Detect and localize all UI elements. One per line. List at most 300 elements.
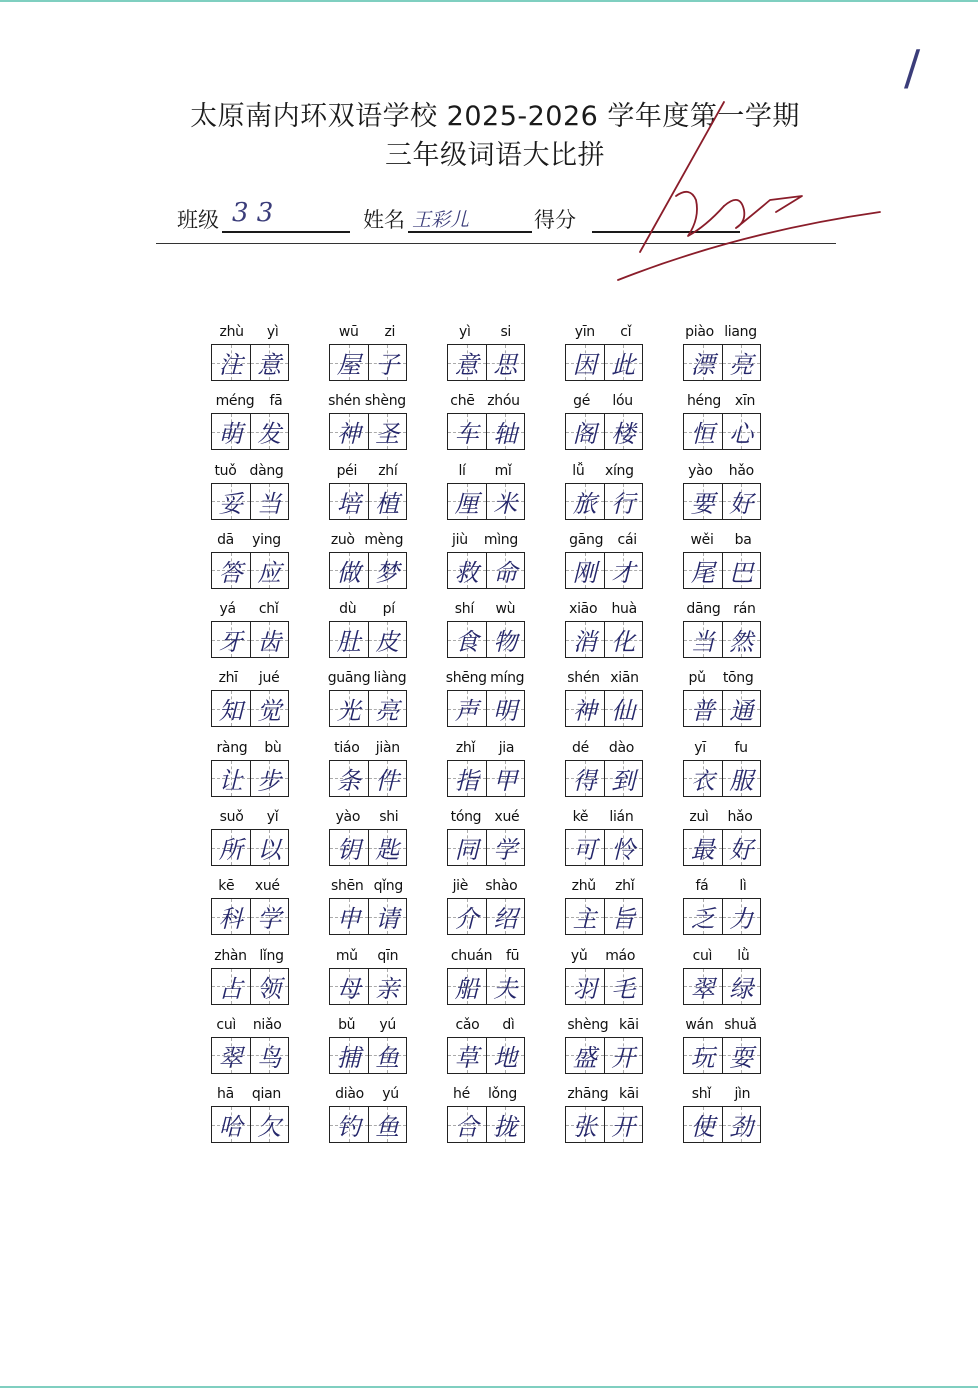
pinyin-row (208, 601, 290, 619)
tianzige-cell (722, 414, 761, 449)
pinyin-syllable: mǐ (494, 462, 512, 479)
word-item (680, 461, 798, 530)
pinyin-syllable: zi (384, 324, 396, 340)
pinyin-syllable: méng (215, 393, 255, 410)
word-item (326, 946, 444, 1015)
tianzige-box (211, 690, 289, 727)
tianzige-cell (330, 484, 368, 519)
pinyin-syllable: xīn (734, 393, 756, 410)
pinyin-row (208, 1086, 290, 1104)
pinyin-syllable: gé (573, 393, 591, 410)
tianzige-cell (486, 1038, 525, 1073)
handwritten-character: 学 (257, 905, 282, 934)
pinyin-syllable: jìn (734, 1086, 751, 1103)
pinyin-row (208, 393, 290, 411)
tianzige-box (447, 898, 525, 935)
pinyin-syllable: dàng (249, 462, 284, 479)
word-item (444, 1015, 562, 1084)
pinyin-row (444, 463, 526, 481)
pinyin-syllable: hé (453, 1086, 470, 1103)
tianzige-cell (486, 761, 525, 796)
tianzige-cell (250, 830, 289, 865)
tianzige-cell (722, 899, 761, 934)
pinyin-syllable: shi (379, 809, 399, 826)
handwritten-character: 钥 (336, 836, 361, 865)
handwritten-character: 神 (336, 420, 361, 449)
pinyin-syllable: chǐ (258, 601, 279, 618)
pinyin-syllable: shuǎ (724, 1016, 757, 1033)
tianzige-cell (566, 830, 604, 865)
tianzige-cell (684, 484, 722, 519)
pinyin-syllable: yīn (574, 324, 595, 340)
tianzige-cell (448, 691, 486, 726)
word-item (326, 1015, 444, 1084)
pinyin-syllable: gāng (569, 531, 604, 548)
tianzige-cell (212, 484, 250, 519)
pinyin-row (680, 601, 762, 619)
pinyin-syllable: shēn (331, 878, 364, 895)
pinyin-syllable: yǔ (570, 947, 588, 964)
tianzige-cell (486, 414, 525, 449)
handwritten-character: 觉 (257, 697, 282, 726)
tianzige-cell (368, 830, 407, 865)
tianzige-cell (722, 622, 761, 657)
top-edge-line (0, 0, 978, 2)
tianzige-box (683, 760, 761, 797)
word-item (444, 391, 562, 460)
tianzige-box (565, 690, 643, 727)
word-item (444, 738, 562, 807)
handwritten-character: 介 (454, 905, 479, 934)
word-item (562, 876, 680, 945)
handwritten-character: 要 (690, 489, 715, 518)
pinyin-syllable: qīn (377, 947, 399, 964)
pinyin-row (562, 948, 644, 966)
handwritten-character: 主 (572, 905, 597, 934)
tianzige-box (565, 1037, 643, 1074)
pinyin-row (326, 948, 408, 966)
pinyin-row (326, 601, 408, 619)
handwritten-character: 鱼 (375, 1113, 400, 1142)
handwritten-character: 牙 (218, 628, 243, 657)
tianzige-box (683, 344, 761, 381)
handwritten-character: 可 (572, 836, 597, 865)
handwritten-character: 意 (257, 351, 282, 379)
pinyin-syllable: xué (494, 809, 520, 826)
pinyin-row (326, 809, 408, 827)
tianzige-box (211, 829, 289, 866)
handwritten-character: 意 (454, 351, 479, 379)
tianzige-cell (448, 899, 486, 934)
pinyin-syllable: jiàn (375, 739, 400, 756)
worksheet-subtitle: 三年级词语大比拼 (385, 140, 605, 171)
tianzige-cell (448, 414, 486, 449)
pinyin-syllable: míng (490, 670, 525, 687)
tianzige-box (329, 1037, 407, 1074)
tianzige-box (565, 968, 643, 1005)
pinyin-syllable: lí (458, 462, 466, 479)
tianzige-cell (368, 622, 407, 657)
pinyin-syllable: xué (254, 878, 280, 895)
tianzige-cell (250, 761, 289, 796)
pinyin-syllable: tōng (722, 670, 754, 687)
handwritten-character: 注 (218, 351, 243, 379)
pinyin-syllable: zhǐ (615, 878, 635, 895)
word-item (208, 807, 326, 876)
pinyin-row (562, 532, 644, 550)
word-item (680, 1015, 798, 1084)
handwritten-character: 米 (493, 489, 518, 518)
word-item (562, 738, 680, 807)
tianzige-cell (722, 969, 761, 1004)
tianzige-cell (368, 553, 407, 588)
tianzige-cell (486, 691, 525, 726)
handwritten-character: 尾 (690, 558, 715, 587)
tianzige-cell (604, 830, 643, 865)
handwritten-character: 盛 (572, 1043, 597, 1072)
pinyin-syllable: jiè (452, 878, 469, 895)
pinyin-row (444, 670, 526, 688)
handwritten-character: 同 (454, 836, 479, 865)
pinyin-row (326, 463, 408, 481)
class-label: 班级 (177, 208, 219, 232)
tianzige-box (329, 898, 407, 935)
tianzige-box (565, 413, 643, 450)
handwritten-character: 皮 (375, 628, 400, 657)
pinyin-syllable: péi (336, 462, 358, 479)
word-item (680, 1084, 798, 1153)
handwritten-character: 做 (336, 558, 361, 587)
word-item (326, 1084, 444, 1153)
tianzige-box (211, 413, 289, 450)
tianzige-cell (330, 553, 368, 588)
grader-score-stroke-2 (676, 192, 724, 236)
tianzige-box (211, 344, 289, 381)
pinyin-syllable: xiāo (569, 601, 598, 618)
tianzige-cell (368, 969, 407, 1004)
handwritten-character: 得 (572, 766, 597, 795)
pinyin-syllable: lǒng (487, 1086, 517, 1103)
tianzige-cell (722, 345, 761, 380)
pinyin-syllable: cái (617, 531, 637, 548)
pinyin-syllable: yǐ (266, 809, 279, 826)
tianzige-box (211, 898, 289, 935)
tianzige-cell (212, 553, 250, 588)
pinyin-row (562, 740, 644, 758)
tianzige-cell (604, 761, 643, 796)
handwritten-character: 消 (572, 628, 597, 657)
tianzige-cell (566, 761, 604, 796)
tianzige-box (329, 829, 407, 866)
pinyin-row (208, 324, 290, 342)
handwritten-character: 明 (493, 697, 518, 726)
tianzige-cell (604, 414, 643, 449)
tianzige-box (329, 413, 407, 450)
tianzige-box (683, 829, 761, 866)
pinyin-row (680, 324, 762, 342)
handwritten-character: 神 (572, 697, 597, 726)
handwritten-character: 夫 (493, 974, 518, 1003)
word-item (562, 391, 680, 460)
word-item (444, 946, 562, 1015)
pinyin-syllable: dé (571, 739, 589, 756)
tianzige-cell (330, 1038, 368, 1073)
tianzige-box (211, 552, 289, 589)
pinyin-syllable: cǎo (455, 1016, 480, 1033)
tianzige-cell (212, 969, 250, 1004)
handwritten-character: 最 (690, 836, 715, 865)
pinyin-row (326, 1086, 408, 1104)
pinyin-syllable: hǎo (727, 809, 753, 826)
word-item (562, 461, 680, 530)
handwritten-character: 厘 (454, 489, 479, 518)
pinyin-syllable: piào (685, 324, 714, 340)
tianzige-cell (330, 691, 368, 726)
tianzige-cell (566, 899, 604, 934)
pinyin-syllable: tóng (450, 809, 482, 826)
pinyin-row (208, 670, 290, 688)
word-item (680, 946, 798, 1015)
word-item (562, 1084, 680, 1153)
tianzige-cell (604, 899, 643, 934)
handwritten-character: 恒 (690, 420, 715, 449)
handwritten-character: 母 (336, 974, 361, 1003)
tianzige-cell (684, 553, 722, 588)
handwritten-character: 车 (454, 420, 479, 449)
tianzige-cell (722, 484, 761, 519)
tianzige-cell (250, 969, 289, 1004)
pinyin-syllable: dù (339, 601, 357, 618)
pinyin-row (208, 948, 290, 966)
word-item (444, 876, 562, 945)
handwritten-character: 齿 (257, 628, 282, 657)
word-item (326, 322, 444, 391)
pinyin-syllable: lì (739, 878, 747, 895)
tianzige-cell (330, 761, 368, 796)
pinyin-syllable: si (500, 324, 512, 340)
tianzige-cell (684, 691, 722, 726)
name-underline (408, 231, 532, 233)
handwritten-character: 旨 (611, 905, 636, 934)
handwritten-character: 普 (690, 697, 715, 726)
tianzige-box (447, 690, 525, 727)
pinyin-row (444, 324, 526, 342)
word-item (680, 391, 798, 460)
pinyin-syllable: cǐ (620, 324, 632, 340)
tianzige-cell (684, 830, 722, 865)
handwritten-character: 以 (257, 836, 282, 865)
pinyin-syllable: shèng (364, 393, 406, 410)
tianzige-box (329, 621, 407, 658)
tianzige-cell (448, 622, 486, 657)
tianzige-cell (330, 830, 368, 865)
handwritten-character: 开 (611, 1043, 636, 1072)
handwritten-character: 应 (257, 558, 282, 587)
tianzige-box (447, 621, 525, 658)
name-label: 姓名 (363, 208, 405, 232)
handwritten-character: 绍 (493, 905, 518, 934)
handwritten-character: 巴 (729, 558, 754, 587)
tianzige-cell (604, 1038, 643, 1073)
tianzige-cell (212, 1107, 250, 1142)
handwritten-character: 所 (218, 836, 243, 865)
pinyin-syllable: yú (379, 1016, 396, 1033)
tianzige-cell (566, 553, 604, 588)
pinyin-syllable: shén (567, 670, 600, 687)
tianzige-box (565, 552, 643, 589)
pinyin-syllable: pǔ (688, 670, 706, 687)
handwritten-character: 请 (375, 905, 400, 934)
tianzige-box (565, 621, 643, 658)
tianzige-cell (486, 830, 525, 865)
pinyin-syllable: diào (335, 1086, 364, 1103)
pinyin-syllable: bǔ (338, 1016, 356, 1033)
handwritten-character: 使 (690, 1113, 715, 1142)
tianzige-cell (566, 345, 604, 380)
pinyin-syllable: chuán (450, 947, 493, 964)
handwritten-character: 让 (218, 766, 243, 795)
handwritten-character: 指 (454, 766, 479, 795)
tianzige-cell (722, 553, 761, 588)
pinyin-syllable: mǔ (335, 947, 358, 964)
pinyin-syllable: zuì (689, 809, 709, 826)
handwritten-character: 漂 (690, 351, 715, 379)
tianzige-cell (684, 1107, 722, 1142)
tianzige-cell (368, 414, 407, 449)
tianzige-cell (330, 345, 368, 380)
pinyin-syllable: wěi (690, 531, 714, 548)
handwritten-character: 化 (611, 628, 636, 657)
tianzige-cell (448, 969, 486, 1004)
word-item (680, 876, 798, 945)
handwritten-character: 张 (572, 1113, 597, 1142)
tianzige-cell (250, 622, 289, 657)
handwritten-character: 妥 (218, 489, 243, 518)
pinyin-row (444, 1017, 526, 1035)
pinyin-syllable: qǐng (373, 878, 403, 895)
tianzige-cell (448, 345, 486, 380)
tianzige-box (683, 413, 761, 450)
word-item (562, 322, 680, 391)
handwritten-character: 当 (257, 489, 282, 518)
handwritten-character: 培 (336, 489, 361, 518)
tianzige-cell (722, 691, 761, 726)
handwritten-character: 才 (611, 558, 636, 587)
tianzige-cell (486, 484, 525, 519)
pinyin-row (208, 809, 290, 827)
tianzige-box (683, 898, 761, 935)
pinyin-syllable: zhù (219, 324, 244, 340)
handwritten-character: 阁 (572, 420, 597, 449)
tianzige-cell (368, 761, 407, 796)
handwritten-character: 申 (336, 905, 361, 934)
tianzige-box (683, 1037, 761, 1074)
word-item (680, 807, 798, 876)
pinyin-row (680, 1017, 762, 1035)
handwritten-character: 船 (454, 974, 479, 1003)
handwritten-character: 鱼 (375, 1043, 400, 1072)
tianzige-box (683, 621, 761, 658)
handwritten-character: 声 (454, 697, 479, 726)
name-value: 王彩儿 (412, 209, 470, 231)
pinyin-syllable: tiáo (334, 739, 360, 756)
word-grid (208, 322, 798, 1154)
pinyin-syllable: zhāng (567, 1086, 609, 1103)
handwritten-character: 占 (218, 974, 243, 1003)
handwritten-character: 答 (218, 558, 243, 587)
tianzige-cell (566, 1107, 604, 1142)
word-item (444, 599, 562, 668)
handwritten-character: 羽 (572, 974, 597, 1003)
tianzige-box (683, 1106, 761, 1143)
pinyin-row (562, 1017, 644, 1035)
handwritten-character: 思 (493, 351, 518, 379)
tianzige-box (447, 968, 525, 1005)
pinyin-row (208, 740, 290, 758)
word-item (326, 530, 444, 599)
pinyin-syllable: lóu (612, 393, 633, 410)
word-item (680, 599, 798, 668)
tianzige-cell (368, 691, 407, 726)
tianzige-cell (448, 553, 486, 588)
tianzige-box (211, 1037, 289, 1074)
tianzige-cell (250, 1038, 289, 1073)
tianzige-box (447, 413, 525, 450)
pinyin-row (680, 670, 762, 688)
tianzige-cell (604, 1107, 643, 1142)
pinyin-row (208, 532, 290, 550)
handwritten-character: 翠 (690, 974, 715, 1003)
handwritten-character: 物 (493, 628, 518, 657)
handwritten-character: 救 (454, 558, 479, 587)
tianzige-cell (566, 414, 604, 449)
handwritten-character: 亮 (375, 697, 400, 726)
handwritten-character: 怜 (611, 836, 636, 865)
pinyin-syllable: cuì (692, 947, 713, 964)
tianzige-cell (448, 1038, 486, 1073)
pinyin-syllable: lǜ (737, 947, 750, 964)
pinyin-row (562, 463, 644, 481)
handwritten-character: 心 (729, 420, 754, 449)
pinyin-syllable: dāng (686, 601, 721, 618)
tianzige-box (329, 690, 407, 727)
handwritten-character: 到 (611, 766, 636, 795)
pinyin-syllable: yì (266, 324, 279, 340)
pinyin-syllable: fá (695, 878, 709, 895)
handwritten-character: 步 (257, 766, 282, 795)
pinyin-row (680, 809, 762, 827)
pinyin-syllable: wù (495, 601, 516, 618)
pinyin-syllable: dào (608, 739, 634, 756)
tianzige-box (447, 483, 525, 520)
handwritten-character: 屋 (336, 351, 361, 379)
pinyin-syllable: guāng (327, 670, 371, 687)
pinyin-syllable: niǎo (252, 1016, 282, 1033)
handwritten-character: 因 (572, 351, 597, 379)
pinyin-syllable: liàng (373, 670, 407, 687)
tianzige-box (447, 829, 525, 866)
handwritten-character: 领 (257, 974, 282, 1003)
pinyin-syllable: yì (458, 324, 471, 340)
word-item (326, 807, 444, 876)
word-item (680, 530, 798, 599)
pinyin-syllable: shèng (567, 1016, 609, 1033)
pinyin-row (562, 809, 644, 827)
pinyin-syllable: mìng (483, 531, 518, 548)
pinyin-syllable: hǎo (728, 462, 754, 479)
pinyin-syllable: bù (264, 739, 282, 756)
tianzige-cell (684, 345, 722, 380)
